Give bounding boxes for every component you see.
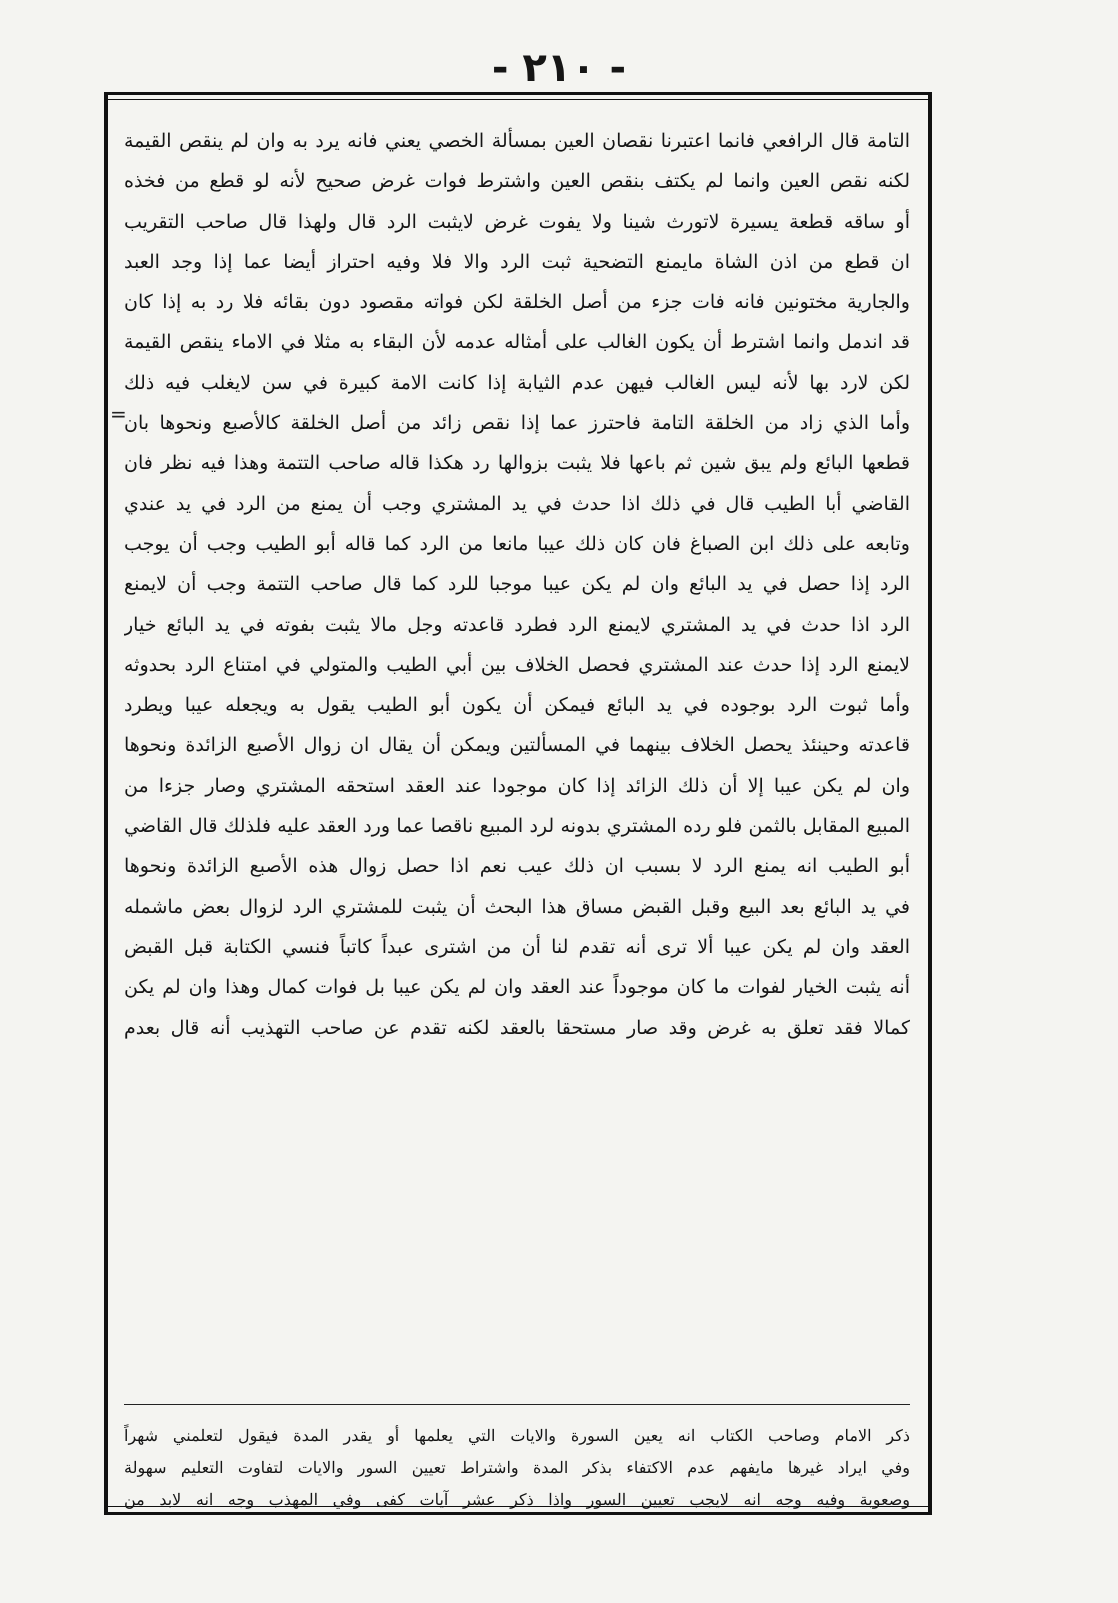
text-line: التامة قال الرافعي فانما اعتبرنا نقصان العين بمسألة الخصي يعني فانه يرد به وان لم ينقص القيمة — [124, 130, 910, 152]
main-text-body — [124, 121, 910, 1048]
text-line: العقد وان لم يكن عيبا ألا ترى أنه تقدم لنا أن من اشترى عبداً كاتباً فنسي الكتابة قبل القبض — [124, 935, 910, 958]
text-line: القاضي أبا الطيب قال في ذلك اذا حدث في يد المشتري وجب أن يمنع من الرد في يد عندي — [124, 492, 910, 515]
text-line: قطعها البائع ولم يبق شين ثم باعها فلا يثبت بزوالها رد هكذا قاله صاحب التتمة وهذا فيه نظر فان — [124, 452, 910, 475]
text-line: لكنه نقص العين وانما لم يكتف بنقص العين واشترط فوات غرض صحيح لأنه لو قطع من فخذه — [124, 170, 910, 193]
page-number: - ٢١٠ - — [491, 45, 627, 91]
text-line: الرد إذا حصل في يد البائع وان لم يكن عيبا موجبا للرد كما قال صاحب التتمة وجب أن لايمنع — [124, 573, 910, 596]
margin-mark: = — [110, 402, 127, 426]
frame-top-rule — [104, 92, 932, 95]
text-line: أو ساقه قطعة يسيرة لاتورث شينا ولا يفوت غرض لايثبت الرد قال ولهذا قال صاحب التقريب — [124, 210, 910, 233]
text-line: قد اندمل وانما اشترط أن يكون الغالب على أمثاله عدمه لأن البقاء به مثلا في الاماء ينقص القيمة — [124, 331, 910, 354]
footnote-line: ذكر الامام وصاحب الكتاب انه يعين السورة والايات التي يعلمها أو يقدر المدة فيقول لتعلمني شهراً — [124, 1426, 910, 1445]
footnote-line: وفي ايراد غيرها مايفهم عدم الاكتفاء بذكر المدة واشتراط تعيين السور والايات لتفاوت التعليم سهولة — [124, 1458, 910, 1477]
text-line: وتابعه على ذلك ابن الصباغ فان كان ذلك عيبا مانعا من الرد كما قاله أبو الطيب وجب أن يوجب — [124, 532, 910, 555]
text-line: أبو الطيب انه يمنع الرد لا بسبب ان ذلك عيب نعم اذا حصل زوال هذه الأصبع الزائدة ونحوها — [124, 855, 910, 878]
text-line: كمالا فقد تعلق به غرض وقد صار مستحقا بالعقد لكنه تقدم عن صاحب التهذيب أنه قال بعدم — [124, 1016, 910, 1039]
text-line: ان قطع من اذن الشاة مايمنع التضحية ثبت الرد والا فلا وفيه احتراز أيضا عما إذا وجد العبد — [124, 250, 910, 273]
footnote-text — [124, 1420, 910, 1516]
text-line: أنه يثبت الخيار لفوات ما كان موجوداً عند العقد وان لم يكن عيبا بل فوات كمال وهذا وان لم يكن — [124, 976, 910, 999]
footnote-divider — [124, 1404, 910, 1405]
text-line: الرد اذا حدث في يد المشتري لايمنع الرد فطرد قاعدته وجل مالا يثبت بفوته في يد البائع خيار — [124, 613, 910, 636]
text-line: لايمنع الرد إذا حدث عند المشتري فحصل الخلاف بين أبي الطيب والمتولي في امتناع الرد بحدوثه — [124, 653, 910, 676]
text-line: لكن لارد بها لأنه ليس الغالب فيهن عدم الثيابة إذا كانت الامة كبيرة في سن لايغلب فيه ذلك — [124, 371, 910, 394]
text-line: وأما ثبوت الرد بوجوده في يد البائع فيمكن أن يكون أبو الطيب يقول به ويجعله عيبا ويطرد — [124, 694, 910, 717]
frame-top-thin-rule — [104, 99, 932, 100]
footnote-line: وصعوبة وفيه وجه انه لايجب تعيين السور واذا ذكر عشر آيات كفى وفي المهذب وجه انه لابد من — [124, 1490, 910, 1509]
text-line: في يد البائع بعد البيع وقبل القبض مساق هذا البحث أن يثبت للمشتري الرد لزوال بعض ماشمله — [124, 895, 910, 918]
text-line: وان لم يكن عيبا إلا أن ذلك الزائد إذا كان موجودا عند العقد استحقه المشتري وصار جزءا من — [124, 774, 910, 797]
text-line: وأما الذي زاد من الخلقة التامة فاحترز عما إذا نقص زائد من أصل الخلقة كالأصبع ونحوها بان — [124, 412, 910, 435]
text-line: قاعدته وحينئذ يحصل الخلاف بينهما في المسألتين ويمكن أن يقال ان زوال الأصبع الزائدة ونحوها — [124, 734, 910, 757]
text-line: والجارية مختونين فانه فات جزء من أصل الخلقة لكن فواته مقصود دون بقائه فلا رد به إذا كان — [124, 291, 910, 314]
text-line: المبيع المقابل بالثمن فلو رده المشتري بدونه لرد المبيع ناقصا عما ورد العقد عليه فلذلك قال القاضي — [124, 815, 910, 838]
